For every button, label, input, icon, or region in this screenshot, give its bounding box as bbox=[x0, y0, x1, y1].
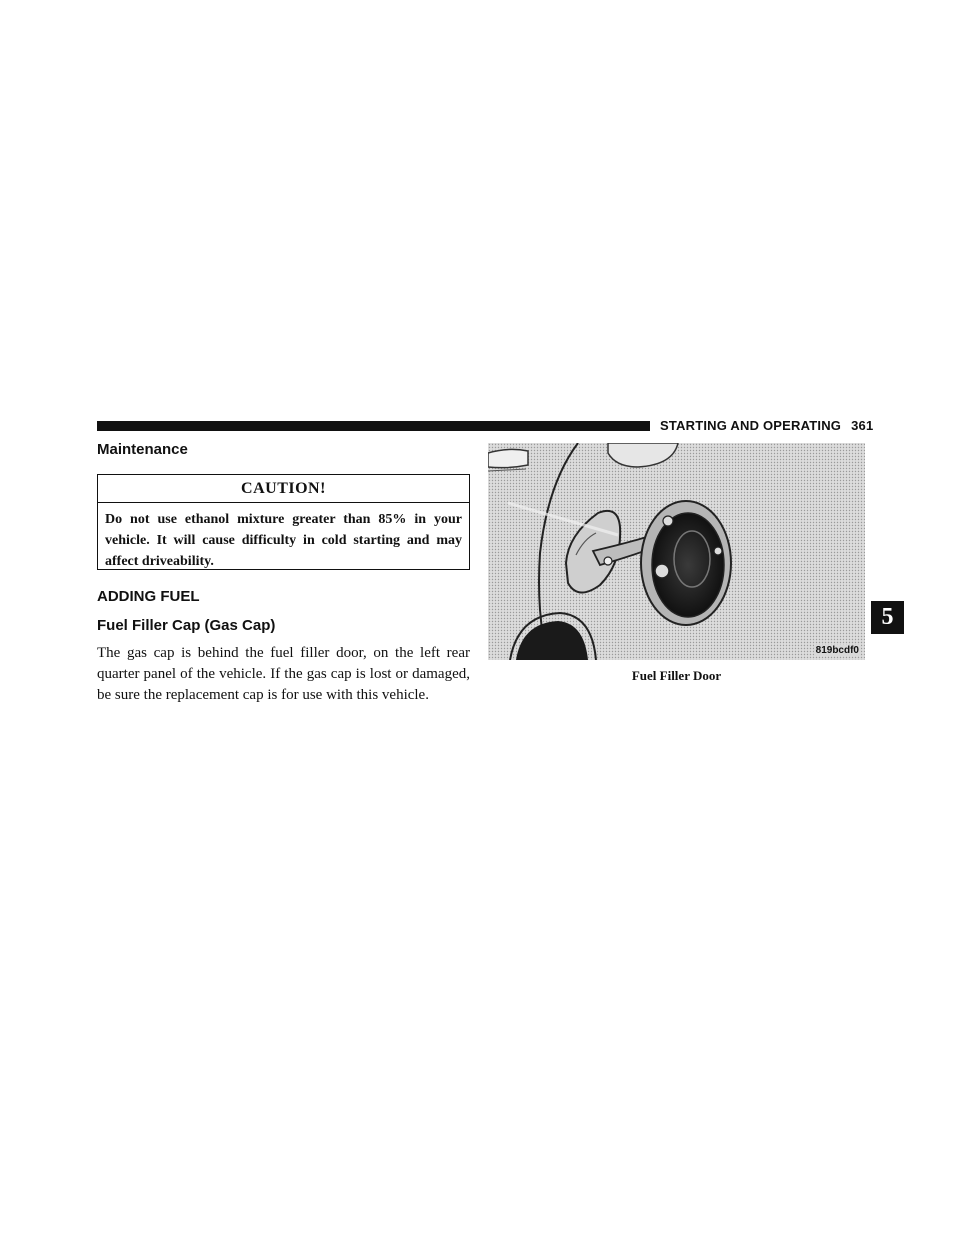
caution-title: CAUTION! bbox=[241, 480, 326, 497]
chapter-tab: 5 bbox=[871, 601, 904, 634]
maintenance-heading: Maintenance bbox=[97, 441, 188, 458]
caution-box bbox=[97, 474, 470, 570]
caution-divider bbox=[98, 502, 469, 503]
adding-fuel-heading: ADDING FUEL bbox=[97, 588, 200, 605]
running-header bbox=[660, 418, 874, 434]
fuel-cap-paragraph: The gas cap is behind the fuel filler door, on the left rear quarter panel of the vehicle. If the gas cap is lost or damaged, be sure the replacement cap is for use with this vehicle. bbox=[97, 645, 470, 703]
figure-caption: Fuel Filler Door bbox=[631, 668, 722, 683]
page-number: 361 bbox=[851, 418, 874, 433]
figure-code: 819bcdf0 bbox=[815, 645, 859, 656]
caution-body: Do not use ethanol mixture greater than 85% in your vehicle. It will cause difficulty in cold starting and may affect driveability. bbox=[105, 512, 462, 569]
header-rule bbox=[97, 421, 650, 431]
fuel-door-drawing bbox=[488, 443, 865, 660]
section-title: STARTING AND OPERATING bbox=[660, 418, 842, 433]
fuel-filler-door-illustration bbox=[488, 443, 865, 660]
fuel-filler-cap-subheading: Fuel Filler Cap (Gas Cap) bbox=[97, 617, 276, 634]
